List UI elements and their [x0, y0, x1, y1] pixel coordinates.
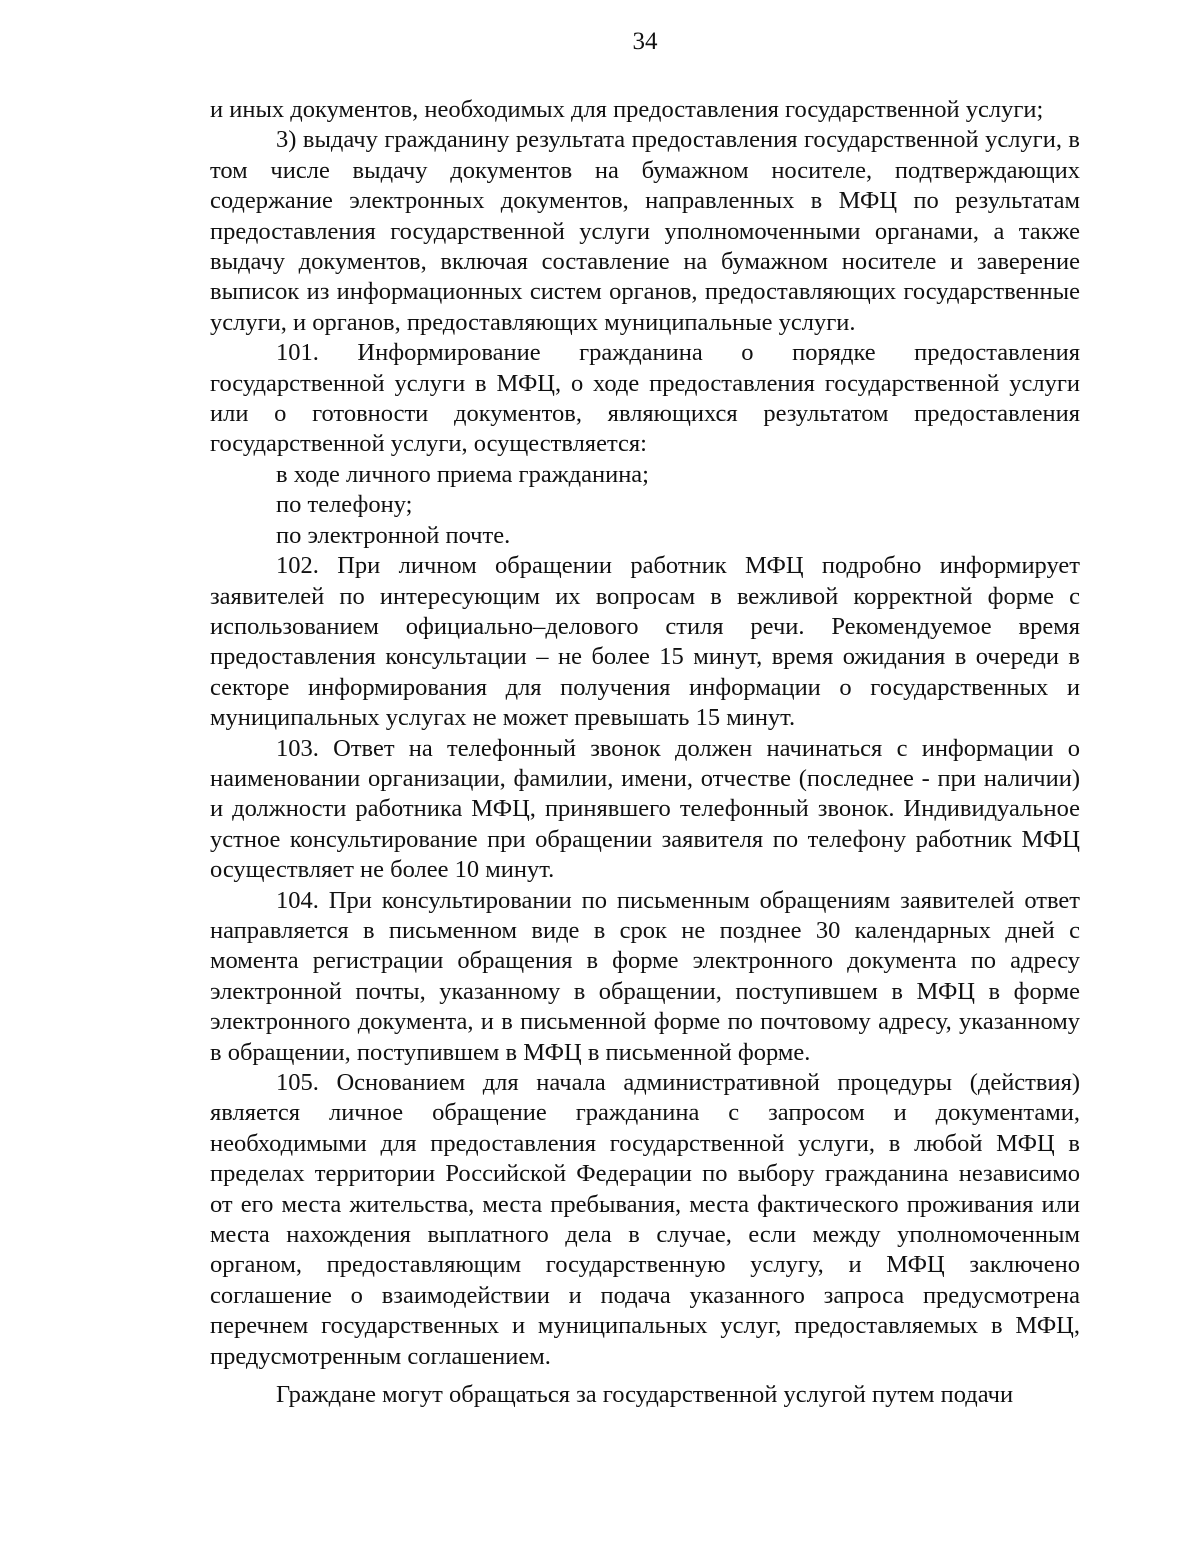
- paragraph-103: 103. Ответ на телефонный звонок должен начинаться с информации о наименовании организации, фамилии, имени, отчестве (последнее - при наличии) и должности работника МФЦ, принявшего телефонный звонок. Индивидуальное устное консультирование при обращении заявителя по телефону работник МФЦ осуществляет не более 10 минут.: [210, 734, 1080, 884]
- paragraph-102: 102. При личном обращении работник МФЦ подробно информирует заявителей по интересующим их вопросам в вежливой корректной форме с использованием официально–делового стиля речи. Рекомендуемое время предоставления консультации – не более 15 минут, время ожидания в очереди в секторе информирования для получения информации о государственных и муниципальных услугах не может превышать 15 минут.: [210, 552, 1080, 732]
- paragraph-101-list-item: по электронной почте.: [276, 521, 511, 549]
- paragraph-105: 105. Основанием для начала административной процедуры (действия) является личное обращение гражданина с запросом и документами, необходимыми для предоставления государственной услуги, в любой МФЦ в пределах территории Российской Федерации по выбору гражданина независимо от его места жительства, места пребывания, места фактического проживания или места нахождения выплатного дела в случае, если между уполномоченным органом, предоставляющим государственную услугу, и МФЦ заключено соглашение о взаимодействии и подача указанного запроса предусмотрена перечнем государственных и муниципальных услуг, предоставляемых в МФЦ, предусмотренным соглашением.: [210, 1069, 1080, 1370]
- paragraph-104: 104. При консультировании по письменным обращениям заявителей ответ направляется в письменном виде в срок не позднее 30 календарных дней с момента регистрации обращения в форме электронного документа по адресу электронной почты, указанному в обращении, поступившем в МФЦ в форме электронного документа, и в письменной форме по почтовому адресу, указанному в обращении, поступившем в МФЦ в письменной форме.: [210, 886, 1080, 1066]
- paragraph-continuation: и иных документов, необходимых для предоставления государственной услуги;: [210, 96, 1044, 123]
- paragraph-item-3: 3) выдачу гражданину результата предоставления государственной услуги, в том числе выдачу документов на бумажном носителе, подтверждающих содержание электронных документов, направленных в МФЦ по результатам предоставления государственной услуги уполномоченными органами, а также выдачу документов, включая составление на бумажном носителе и заверение выписок из информационных систем органов, предоставляющих государственные услуги, и органов, предоставляющих муниципальные услуги.: [210, 126, 1080, 336]
- page-number: 34: [632, 28, 658, 55]
- paragraph-101: 101. Информирование гражданина о порядке предоставления государственной услуги в МФЦ, о ходе предоставления государственной услуги или о готовности документов, являющихся результатом предоставления государственной услуги, осуществляется:: [210, 339, 1080, 458]
- paragraph-101-list-item: по телефону;: [276, 491, 413, 519]
- document-body: [210, 95, 1080, 1410]
- paragraph-105-continuation: Граждане могут обращаться за государственной услугой путем подачи: [276, 1381, 1014, 1409]
- paragraph-101-list-item: в ходе личного приема гражданина;: [276, 460, 649, 488]
